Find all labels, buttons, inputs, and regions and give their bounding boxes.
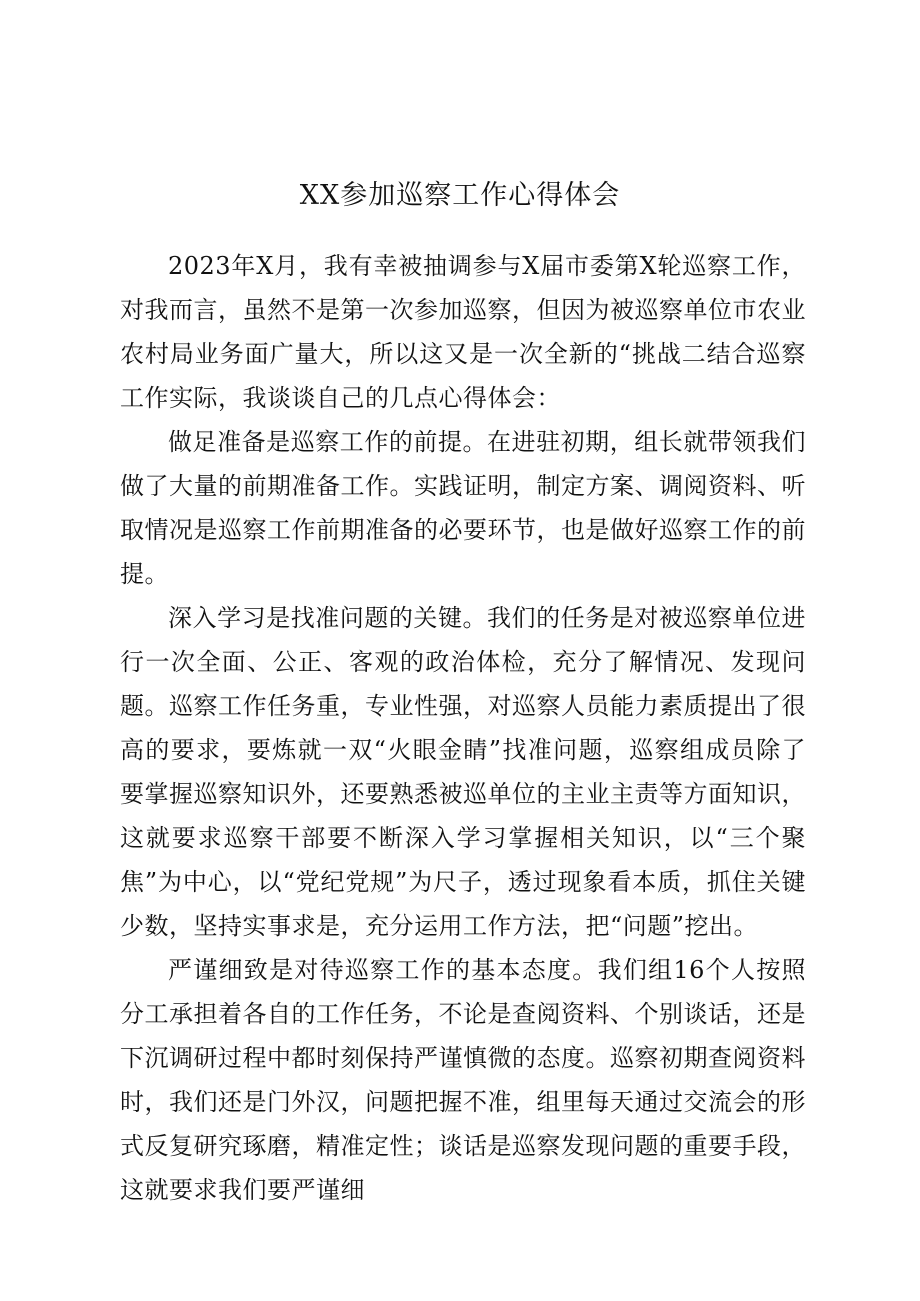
document-body [120,244,806,1212]
paragraph-intro: 2023年X月，我有幸被抽调参与X届市委第X轮巡察工作，对我而言，虽然不是第一次参加巡察，但因为被巡察单位市农业农村局业务面广量大，所以这又是一次全新的“挑战二结合巡察工作实际，我谈谈自己的几点心得体会： [120,252,806,412]
paragraph-learning: 深入学习是找准问题的关键。我们的任务是对被巡察单位进行一次全面、公正、客观的政治体检，充分了解情况、发现问题。巡察工作任务重，专业性强，对巡察人员能力素质提出了很高的要求，要炼就一双“火眼金睛”找准问题，巡察组成员除了要掌握巡察知识外，还要熟悉被巡单位的主业主责等方面知识，这就要求巡察干部要不断深入学习掌握相关知识，以“三个聚焦”为中心，以“党纪党规”为尺子，透过现象看本质，抓住关键少数，坚持实事求是，充分运用工作方法，把“问题”挖出。 [120,604,806,940]
paragraph-rigor: 严谨细致是对待巡察工作的基本态度。我们组16个人按照分工承担着各自的工作任务，不论是查阅资料、个别谈话，还是下沉调研过程中都时刻保持严谨慎微的态度。巡察初期查阅资料时，我们还是门外汉，问题把握不准，组里每天通过交流会的形式反复研究琢磨，精准定性；谈话是巡察发现问题的重要手段，这就要求我们要严谨细 [120,956,806,1204]
document-title: XX参加巡察工作心得体会 [299,180,621,211]
paragraph-preparation: 做足准备是巡察工作的前提。在进驻初期，组长就带领我们做了大量的前期准备工作。实践证明，制定方案、调阅资料、听取情况是巡察工作前期准备的必要环节，也是做好巡察工作的前提。 [120,428,806,588]
